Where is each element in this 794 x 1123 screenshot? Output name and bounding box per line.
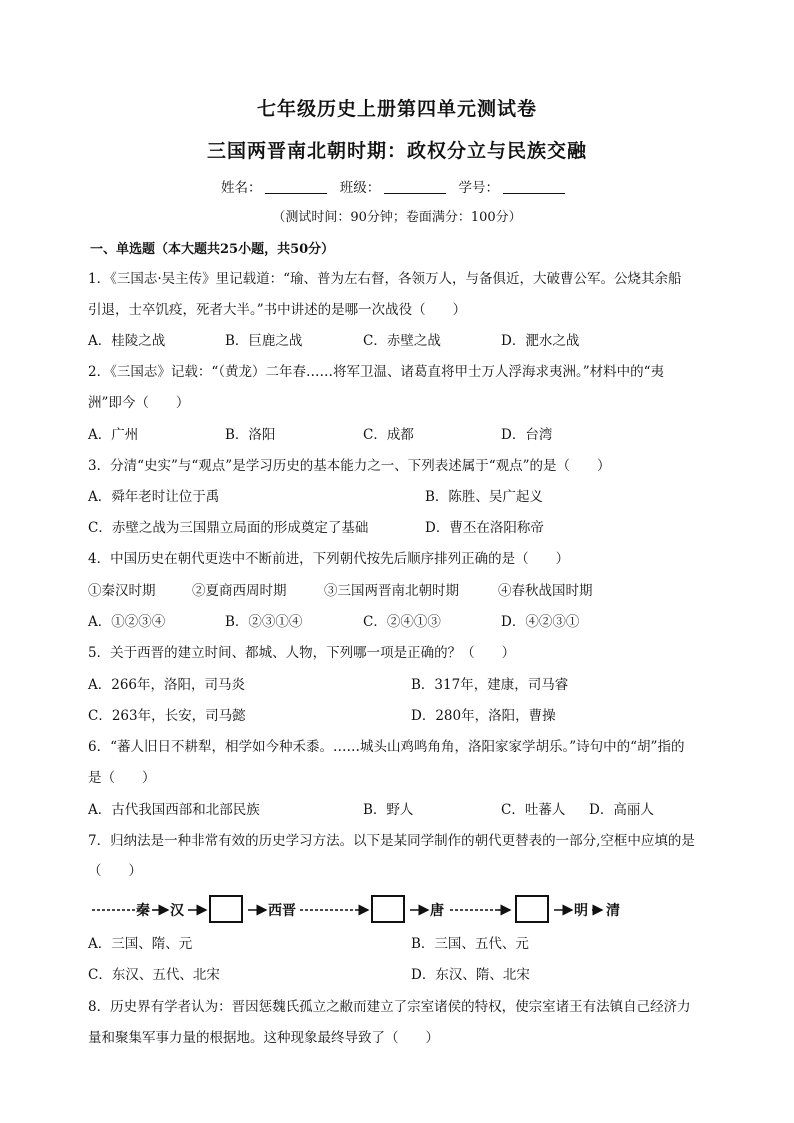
q1-option-b: B．巨鹿之战	[225, 333, 303, 349]
q8-line-2: 量和聚集军事力量的根据地。这种现象最终导致了（ ）	[88, 1030, 439, 1046]
section-heading: 一、单选题（本大题共25小题，共50分）	[90, 242, 335, 257]
q2-line-2: 洲”即今（ ）	[88, 395, 190, 411]
q4-option-b: B．②③①④	[225, 614, 303, 630]
name-label: 姓名：	[220, 180, 262, 196]
q3-option-b: B．陈胜、吴广起义	[425, 489, 543, 505]
q1-line-2: 引退，士卒饥疫，死者大半。”书中讲述的是哪一次战役（ ）	[88, 302, 467, 318]
q6-option-c: C．吐蕃人	[501, 802, 566, 818]
q7-option-b: B．三国、五代、元	[411, 936, 529, 952]
q7-line-2: （ ）	[88, 863, 142, 879]
timeline-blank-box-1	[210, 896, 242, 922]
q2-option-c: C．成都	[363, 427, 414, 443]
name-blank[interactable]	[265, 179, 327, 194]
q4-option-a: A．①②③④	[88, 614, 166, 630]
q6-line-2: 是（ ）	[88, 770, 156, 786]
id-label: 学号：	[458, 180, 500, 196]
q7-option-a: A．三国、隋、元	[88, 936, 193, 952]
q5-option-a: A．266年，洛阳，司马炎	[88, 677, 246, 693]
timeline-blank-box-2	[372, 896, 404, 922]
timeline-dynasty-2: 汉	[170, 903, 184, 919]
exam-title: 七年级历史上册第四单元测试卷	[256, 98, 537, 120]
q2-option-b: B．洛阳	[225, 427, 276, 443]
exam-info: （测试时间：90分钟；卷面满分：100分）	[272, 210, 522, 225]
q5-option-b: B．317年，建康，司马睿	[411, 677, 569, 693]
q6-option-a: A．古代我国西部和北部民族	[88, 802, 260, 818]
q3-option-c: C．赤壁之战为三国鼎立局面的形成奠定了基础	[88, 520, 369, 536]
q3-option-d: D．曹丕在洛阳称帝	[425, 520, 544, 536]
timeline-dynasty-6: 清	[606, 903, 620, 919]
timeline-dynasty-3: 西晋	[268, 903, 296, 919]
student-info-row	[0, 176, 794, 196]
q4-option-c: C．②④①③	[363, 614, 441, 630]
exam-subtitle: 三国两晋南北朝时期：政权分立与民族交融	[206, 140, 587, 162]
timeline-dynasty-1: 秦	[136, 903, 150, 919]
q2-option-a: A．广州	[88, 427, 139, 443]
q1-option-d: D．淝水之战	[501, 333, 580, 349]
q6-option-b: B．野人	[363, 802, 414, 818]
class-label: 班级：	[339, 180, 381, 196]
q3-line-1: 3．分清“史实”与“观点”是学习历史的基本能力之一、下列表述属于“观点”的是（ ）	[88, 458, 611, 474]
q4-option-d: D．④②③①	[501, 614, 580, 630]
q4-item-3: ③三国两晋南北朝时期	[324, 583, 459, 599]
q5-option-c: C．263年，长安，司马懿	[88, 708, 246, 724]
q3-option-a: A．舜年老时让位于禹	[88, 489, 220, 505]
dynasty-timeline-diagram	[88, 890, 648, 926]
timeline-dynasty-5: 明	[574, 903, 588, 919]
q6-option-d: D．高丽人	[589, 802, 654, 818]
q5-option-d: D．280年，洛阳，曹操	[411, 708, 556, 724]
q1-line-1: 1．《三国志·吴主传》里记载道：“瑜、普为左右督，各领万人，与备俱近，大破曹公军。公烧其余船	[88, 271, 682, 287]
q2-line-1: 2．《三国志》记载：“（黄龙）二年春……将军卫温、诸葛直将甲士万人浮海求夷洲。”材料中的“夷	[88, 364, 665, 380]
q4-item-2: ②夏商西周时期	[192, 583, 287, 599]
id-blank[interactable]	[503, 179, 565, 194]
timeline-dynasty-4: 唐	[430, 903, 444, 919]
q7-option-c: C．东汉、五代、北宋	[88, 967, 220, 983]
q7-line-1: 7．归纳法是一种非常有效的历史学习方法。以下是某同学制作的朝代更替表的一部分,空框中应填的是	[88, 833, 695, 849]
q7-option-d: D．东汉、隋、北宋	[411, 967, 530, 983]
q6-line-1: 6．“蕃人旧日不耕犁，相学如今种禾黍。……城头山鸡鸣角角，洛阳家家学胡乐。”诗句中的“胡”指的	[88, 739, 685, 755]
q4-item-1: ①秦汉时期	[88, 583, 156, 599]
timeline-blank-box-3	[516, 896, 548, 922]
q2-option-d: D．台湾	[501, 427, 553, 443]
q4-line-1: 4．中国历史在朝代更迭中不断前进，下列朝代按先后顺序排列正确的是（ ）	[88, 551, 570, 567]
q8-line-1: 8．历史界有学者认为：晋因惩魏氏孤立之敝而建立了宗室诸侯的特权，使宗室诸王有法镇自己经济力	[88, 999, 691, 1015]
q5-line-1: 5．关于西晋的建立时间、都城、人物，下列哪一项是正确的？（ ）	[88, 645, 516, 661]
class-blank[interactable]	[384, 179, 446, 194]
q1-option-a: A．桂陵之战	[88, 333, 166, 349]
q1-option-c: C．赤壁之战	[363, 333, 441, 349]
q4-item-4: ④春秋战国时期	[498, 583, 593, 599]
